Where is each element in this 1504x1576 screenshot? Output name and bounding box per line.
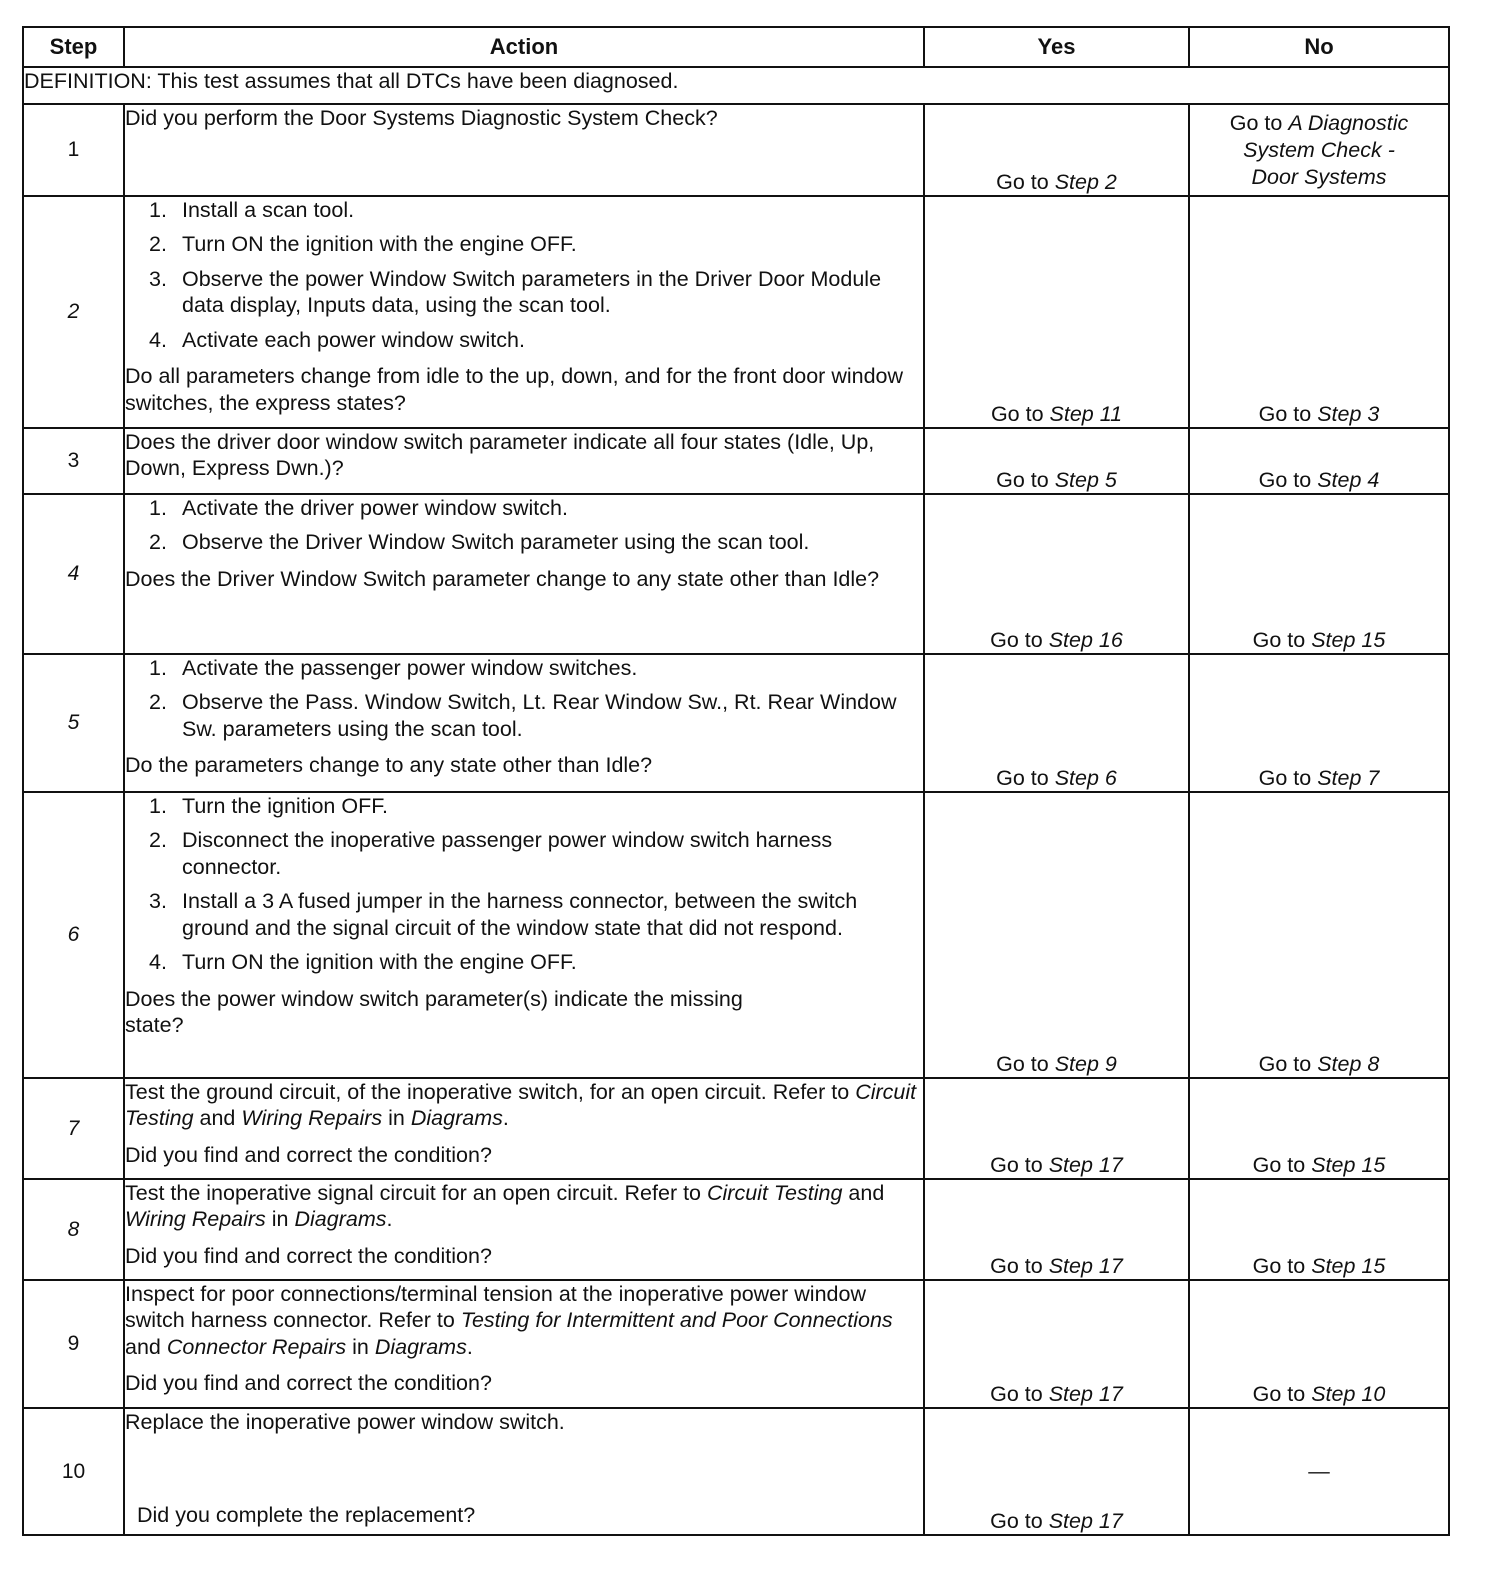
- step-action: [124, 1280, 924, 1408]
- yes-step-ref[interactable]: Step 17: [1048, 1508, 1123, 1533]
- ref-link[interactable]: Diagrams: [410, 1106, 503, 1131]
- no-cell: Go to Step 10: [1189, 1280, 1449, 1408]
- step-number: 2: [23, 196, 124, 428]
- instruction-list: [125, 793, 923, 976]
- step-number: 8: [23, 1179, 124, 1280]
- step-number: 1: [23, 104, 124, 196]
- ref-link[interactable]: Circuit Testing: [125, 1080, 917, 1131]
- no-step-ref[interactable]: Step 15: [1311, 1152, 1386, 1177]
- no-cell: Go to Step 4: [1189, 428, 1449, 494]
- no-cell: Go to Step 15: [1189, 1179, 1449, 1280]
- step-instruction: Test the inoperative signal circuit for an open circuit. Refer to Circuit Testing and Wiring Repairs in Diagrams.: [125, 1181, 885, 1232]
- yes-step-ref[interactable]: Step 17: [1048, 1381, 1123, 1406]
- step-row-3: [23, 428, 1449, 494]
- yes-cell: Go to Step 17: [924, 1179, 1189, 1280]
- definition-text: DEFINITION: This test assumes that all DTCs have been diagnosed.: [23, 67, 1449, 104]
- step-number: 3: [23, 428, 124, 494]
- yes-step-ref[interactable]: Step 5: [1054, 467, 1117, 492]
- no-cell: [1189, 104, 1449, 196]
- step-action: [124, 196, 924, 428]
- yes-step-ref[interactable]: Step 9: [1054, 1051, 1117, 1076]
- instruction-item: 1. Activate the passenger power window switches.: [149, 656, 638, 680]
- step-row-8: [23, 1179, 1449, 1280]
- no-step-ref[interactable]: Step 4: [1317, 467, 1380, 492]
- step-action: [124, 1408, 924, 1535]
- definition-row: [23, 67, 1449, 104]
- ref-link[interactable]: Wiring Repairs: [125, 1207, 266, 1232]
- step-instruction: Replace the inoperative power window switch.: [125, 1410, 565, 1434]
- step-row-2: [23, 196, 1449, 428]
- header-step: Step: [23, 27, 124, 67]
- step-instruction: Inspect for poor connections/terminal tension at the inoperative power window switch harness connector. Refer to Testing for Intermittent and Poor Connections and Connector Repairs in Diagrams.: [125, 1282, 893, 1359]
- instruction-item: 4. Turn ON the ignition with the engine OFF.: [149, 950, 577, 975]
- step-number: 6: [23, 792, 124, 1078]
- instruction-item: 4. Activate each power window switch.: [149, 327, 525, 352]
- step-number: 7: [23, 1078, 124, 1179]
- step-row-9: [23, 1280, 1449, 1408]
- no-cell: Go to Step 15: [1189, 494, 1449, 654]
- header-yes: Yes: [924, 27, 1189, 67]
- yes-cell: Go to Step 17: [924, 1078, 1189, 1179]
- ref-link[interactable]: Testing for Intermittent and Poor Connections: [460, 1308, 893, 1333]
- no-ref-line2[interactable]: System Check -: [1243, 137, 1395, 162]
- instruction-list: [125, 655, 923, 742]
- step-question: Did you find and correct the condition?: [125, 1142, 492, 1167]
- yes-cell: Go to Step 5: [924, 428, 1189, 494]
- yes-cell: [924, 104, 1189, 196]
- yes-cell: Go to Step 6: [924, 654, 1189, 792]
- goto-label: Go to: [996, 169, 1049, 194]
- yes-step-ref[interactable]: Step 16: [1048, 627, 1123, 652]
- header-row: [23, 27, 1449, 67]
- no-cell: Go to Step 7: [1189, 654, 1449, 792]
- ref-link[interactable]: Diagrams: [374, 1334, 467, 1359]
- no-step-ref[interactable]: Step 15: [1311, 1253, 1386, 1278]
- yes-step-ref[interactable]: Step 17: [1048, 1152, 1123, 1177]
- step-question: Did you complete the replacement?: [137, 1502, 476, 1527]
- no-step-ref[interactable]: Step 8: [1317, 1051, 1380, 1076]
- yes-cell: Go to Step 11: [924, 196, 1189, 428]
- step-question: Does the driver door window switch parameter indicate all four states (Idle, Up, Down, Express Dwn.)?: [125, 430, 875, 481]
- step-question: Do the parameters change to any state other than Idle?: [125, 753, 653, 778]
- step-instruction: Test the ground circuit, of the inoperative switch, for an open circuit. Refer to Circuit Testing and Wiring Repairs in Diagrams.: [125, 1080, 917, 1131]
- ref-link[interactable]: Diagrams: [294, 1207, 387, 1232]
- step-number: 9: [23, 1280, 124, 1408]
- step-action: [124, 428, 924, 494]
- yes-cell: Go to Step 17: [924, 1280, 1189, 1408]
- step-row-10: [23, 1408, 1449, 1535]
- step-row-5: [23, 654, 1449, 792]
- no-step-ref[interactable]: Step 10: [1311, 1381, 1386, 1406]
- no-ref-line1[interactable]: A Diagnostic: [1288, 111, 1409, 135]
- step-number: 10: [23, 1408, 124, 1535]
- yes-step-ref[interactable]: Step 6: [1054, 765, 1117, 790]
- no-cell: Go to Step 3: [1189, 196, 1449, 428]
- step-row-6: [23, 792, 1449, 1078]
- instruction-item: 1. Activate the driver power window switch.: [149, 496, 568, 520]
- step-row-1: [23, 104, 1449, 196]
- instruction-item: 2. Observe the Driver Window Switch parameter using the scan tool.: [149, 530, 810, 555]
- ref-link[interactable]: Connector Repairs: [166, 1334, 347, 1359]
- step-action: [124, 1078, 924, 1179]
- yes-cell: Go to Step 17: [924, 1408, 1189, 1535]
- yes-cell: Go to Step 9: [924, 792, 1189, 1078]
- step-number: 5: [23, 654, 124, 792]
- no-step-ref[interactable]: Step 15: [1311, 627, 1386, 652]
- diagnostic-table: [22, 26, 1450, 1536]
- no-step-ref[interactable]: Step 3: [1317, 401, 1380, 426]
- instruction-list: [125, 197, 923, 353]
- instruction-item: 1. Install a scan tool.: [149, 198, 355, 222]
- step-number: 4: [23, 494, 124, 654]
- step-action: [124, 1179, 924, 1280]
- ref-link[interactable]: Circuit Testing: [707, 1181, 843, 1205]
- no-cell: [1189, 1408, 1449, 1535]
- no-ref-line3[interactable]: Door Systems: [1251, 164, 1387, 189]
- step-question: Does the Driver Window Switch parameter change to any state other than Idle?: [125, 566, 880, 591]
- instruction-item: 1. Turn the ignition OFF.: [149, 794, 388, 818]
- header-action: Action: [124, 27, 924, 67]
- instruction-item: 3. Observe the power Window Switch parameters in the Driver Door Module data display, Inputs data, using the scan tool.: [149, 266, 882, 318]
- step-question: Do all parameters change from idle to the up, down, and for the front door window switches, the express states?: [125, 364, 904, 415]
- step-row-7: [23, 1078, 1449, 1179]
- no-goto-label: Go to: [1229, 111, 1283, 135]
- instruction-list: [125, 495, 923, 556]
- header-no: No: [1189, 27, 1449, 67]
- step-question: Did you find and correct the condition?: [125, 1371, 492, 1396]
- ref-link[interactable]: Wiring Repairs: [241, 1106, 383, 1131]
- yes-step-ref[interactable]: Step 17: [1048, 1253, 1123, 1278]
- instruction-item: 2. Observe the Pass. Window Switch, Lt. Rear Window Sw., Rt. Rear Window Sw. parameters using the scan tool.: [149, 690, 897, 741]
- yes-step-ref[interactable]: Step 11: [1049, 401, 1123, 426]
- instruction-item: 2. Turn ON the ignition with the engine OFF.: [149, 232, 577, 257]
- step-question: Did you find and correct the condition?: [125, 1243, 492, 1268]
- no-cell: Go to Step 15: [1189, 1078, 1449, 1179]
- step-action: [124, 792, 924, 1078]
- step-action: [124, 494, 924, 654]
- yes-step-ref[interactable]: Step 2: [1054, 169, 1117, 194]
- step-row-4: [23, 494, 1449, 654]
- step-question: Does the power window switch parameter(s) indicate the missing state?: [125, 986, 743, 1038]
- no-step-ref[interactable]: Step 7: [1317, 765, 1380, 790]
- step-action: [124, 654, 924, 792]
- step-action: [124, 104, 924, 196]
- step-question: Did you perform the Door Systems Diagnostic System Check?: [125, 106, 718, 130]
- yes-cell: Go to Step 16: [924, 494, 1189, 654]
- no-cell: Go to Step 8: [1189, 792, 1449, 1078]
- instruction-item: 2. Disconnect the inoperative passenger power window switch harness connector.: [149, 828, 833, 879]
- instruction-item: 3. Install a 3 A fused jumper in the harness connector, between the switch ground and the signal circuit of the window state that did not respond.: [149, 889, 858, 940]
- no-dash: —: [1308, 1459, 1330, 1484]
